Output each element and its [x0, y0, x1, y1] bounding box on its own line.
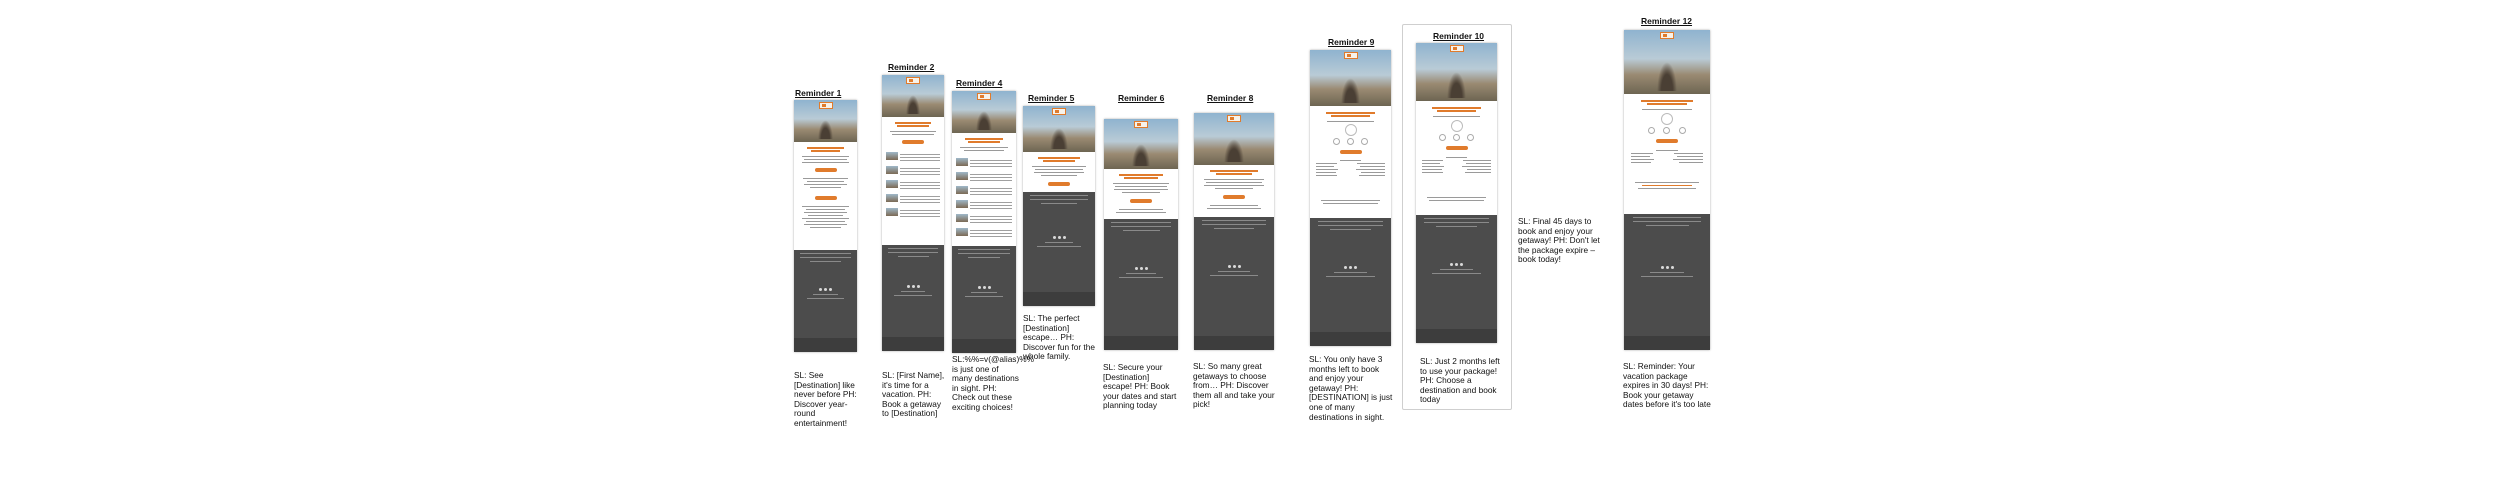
brand-logo: [819, 102, 833, 109]
reminder-12-email-thumbnail[interactable]: [1624, 30, 1710, 350]
package-details-table: [1316, 158, 1384, 178]
reminder-4-email-thumbnail[interactable]: [952, 91, 1016, 353]
brand-logo: [1660, 32, 1674, 39]
reminder-2-note: SL: [First Name], it's time for a vacation. PH: Book a getaway to [Destination]: [882, 370, 945, 419]
dark-footer-panel: [1023, 192, 1095, 306]
hero-image: [1023, 106, 1095, 152]
reminder-5-note: SL: The perfect [Destination] escape… PH: Discover fun for the whole family.: [1023, 313, 1095, 362]
reminder-12-note: SL: Reminder: Your vacation package expires in 30 days! PH: Book your getaway dates before it's too late: [1623, 361, 1711, 410]
countdown-gauge: [1345, 124, 1357, 136]
hero-image: [1194, 113, 1274, 165]
hero-image: [1624, 30, 1710, 94]
hero-image: [1416, 43, 1497, 101]
dark-footer-panel: [1194, 217, 1274, 350]
dark-footer-panel: [1310, 218, 1391, 346]
reminder-9-title: Reminder 9: [1328, 37, 1375, 47]
reminder-9-note: SL: You only have 3 months left to book and enjoy your getaway! PH: [DESTINATION] is just one of many destinations in sight.: [1309, 354, 1393, 422]
dark-footer-panel: [1416, 215, 1497, 343]
dark-footer-panel: [952, 246, 1016, 353]
reminder-1-note: SL: See [Destination] like never before PH: Discover year-round entertainment!: [794, 370, 857, 428]
reminder-8-note: SL: So many great getaways to choose from… PH: Discover them all and take your pick!: [1193, 361, 1275, 410]
hero-image: [794, 100, 857, 142]
hero-image: [882, 75, 944, 117]
reminder-5-email-thumbnail[interactable]: [1023, 106, 1095, 306]
reminder-1-title: Reminder 1: [795, 88, 842, 98]
reminder-2-title: Reminder 2: [888, 62, 935, 72]
reminder-1-email-thumbnail[interactable]: [794, 100, 857, 352]
reminder-10-note: SL: Just 2 months left to use your package! PH: Choose a destination and book today: [1420, 356, 1500, 405]
reminder-6-note: SL: Secure your [Destination] escape! PH: Book your dates and start planning today: [1103, 362, 1177, 411]
hero-image: [1104, 119, 1178, 169]
brand-logo: [906, 77, 920, 84]
brand-logo: [1134, 121, 1148, 128]
package-details-table: [1631, 148, 1703, 165]
dark-footer-panel: [882, 245, 944, 351]
dark-footer-panel: [794, 250, 857, 352]
countdown-gauge: [1661, 113, 1673, 125]
dark-footer-panel: [1104, 219, 1178, 350]
hero-image: [952, 91, 1016, 133]
reminder-8-email-thumbnail[interactable]: [1194, 113, 1274, 350]
reminder-2-email-thumbnail[interactable]: [882, 75, 944, 351]
reminder-11-note: SL: Final 45 days to book and enjoy your getaway! PH: Don't let the package expire – book today!: [1518, 216, 1600, 265]
brand-logo: [1052, 108, 1066, 115]
reminder-10-email-thumbnail[interactable]: [1416, 43, 1497, 343]
cta-button: [815, 168, 837, 172]
brand-logo: [1227, 115, 1241, 122]
package-details-table: [1422, 155, 1490, 175]
reminder-12-title: Reminder 12: [1641, 16, 1693, 26]
reminder-6-title: Reminder 6: [1118, 93, 1165, 103]
reminder-4-note: SL:%%=v(@alias)%% is just one of many destinations in sight. PH: Check out these exciting choices!: [952, 354, 1034, 412]
reminder-8-title: Reminder 8: [1207, 93, 1254, 103]
reminder-10-title: Reminder 10: [1433, 31, 1485, 41]
brand-logo: [977, 93, 991, 100]
reminder-6-email-thumbnail[interactable]: [1104, 119, 1178, 350]
reminder-4-title: Reminder 4: [956, 78, 1003, 88]
brand-logo: [1450, 45, 1464, 52]
countdown-gauge: [1451, 120, 1463, 132]
reminder-5-title: Reminder 5: [1028, 93, 1075, 103]
brand-logo: [1344, 52, 1358, 59]
hero-image: [1310, 50, 1391, 106]
reminder-9-email-thumbnail[interactable]: [1310, 50, 1391, 346]
dark-footer-panel: [1624, 214, 1710, 350]
